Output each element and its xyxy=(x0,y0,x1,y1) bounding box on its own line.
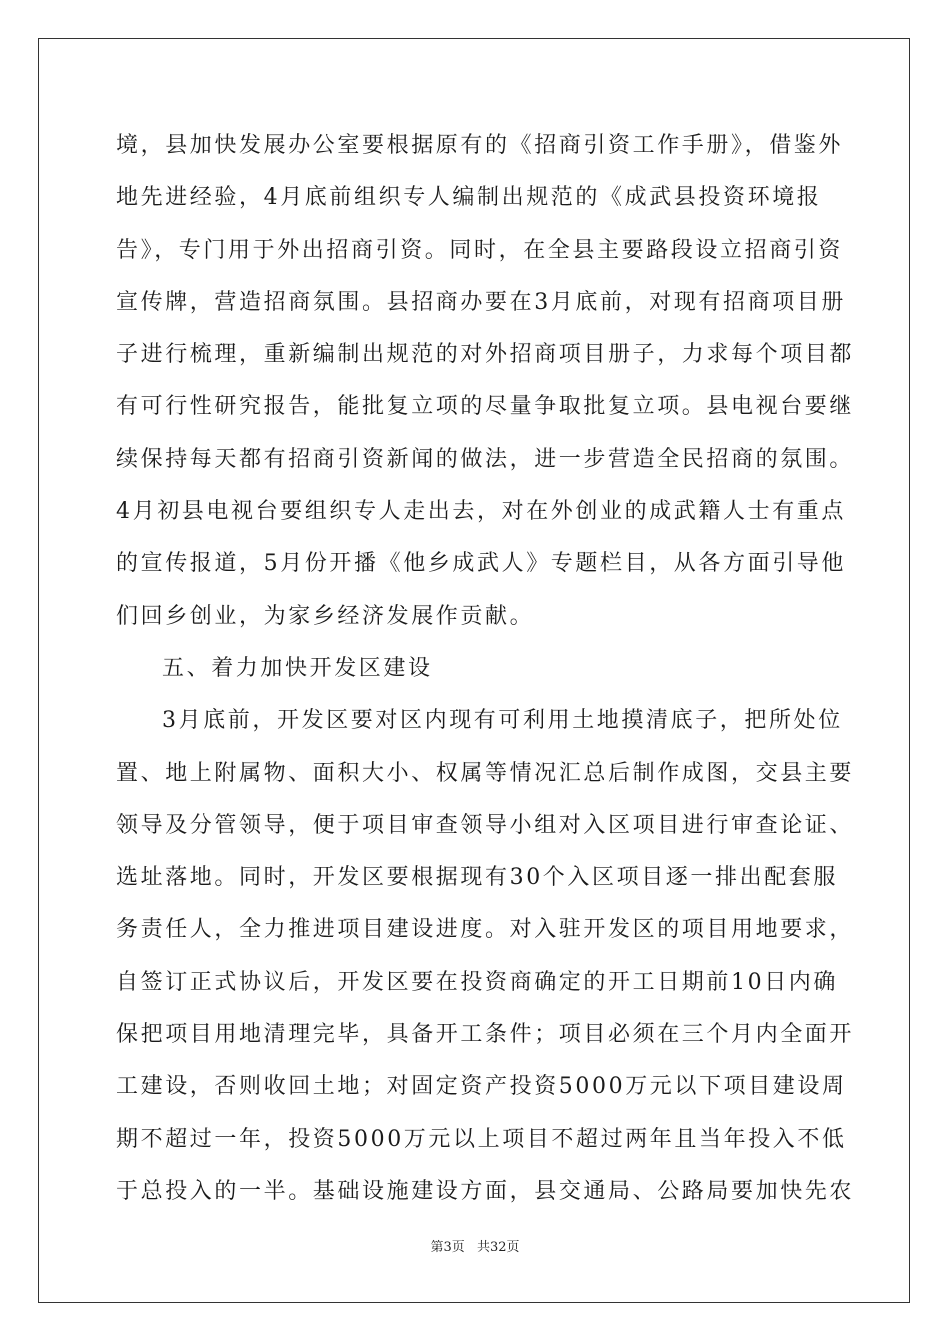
section-heading: 五、着力加快开发区建设 xyxy=(162,655,433,681)
text-line: 务责任人，全力推进项目建设进度。对入驻开发区的项目用地要求， xyxy=(116,917,855,943)
text-line: 选址落地。同时，开发区要根据现有30个入区项目逐一排出配套服 xyxy=(116,865,838,891)
text-line: 期不超过一年，投资5000万元以上项目不超过两年且当年投入不低 xyxy=(116,1126,847,1152)
text-line: 境，县加快发展办公室要根据原有的《招商引资工作手册》，借鉴外 xyxy=(116,133,844,158)
text-line: 续保持每天都有招商引资新闻的做法，进一步营造全民招商的氛围。 xyxy=(116,446,855,472)
text-line: 地先进经验，4月底前组织专人编制出规范的《成武县投资环境报 xyxy=(116,185,822,211)
page-footer xyxy=(0,1236,950,1255)
text-line: 领导及分管领导，便于项目审查领导小组对入区项目进行审查论证、 xyxy=(116,812,855,838)
text-line: 3月底前，开发区要对区内现有可利用土地摸清底子，把所处位 xyxy=(162,708,843,734)
text-line: 告》，专门用于外出招商引资。同时，在全县主要路段设立招商引资 xyxy=(116,237,844,263)
text-line: 子进行梳理，重新编制出规范的对外招商项目册子，力求每个项目都 xyxy=(116,342,855,368)
page-number-total: 共32页 xyxy=(476,1240,520,1255)
text-line: 们回乡创业，为家乡经济发展作贡献。 xyxy=(116,603,535,629)
text-line: 置、地上附属物、面积大小、权属等情况汇总后制作成图，交县主要 xyxy=(116,760,855,786)
text-line: 工建设，否则收回土地；对固定资产投资5000万元以下项目建设周 xyxy=(116,1074,847,1100)
text-line: 4月初县电视台要组织专人走出去，对在外创业的成武籍人士有重点 xyxy=(116,499,846,525)
text-line: 于总投入的一半。基础设施建设方面，县交通局、公路局要加快先农 xyxy=(116,1178,855,1204)
text-line: 宣传牌，营造招商氛围。县招商办要在3月底前，对现有招商项目册 xyxy=(116,289,846,315)
text-line: 自签订正式协议后，开发区要在投资商确定的开工日期前10日内确 xyxy=(116,969,838,995)
page-number-current: 第3页 xyxy=(430,1240,465,1255)
text-line: 有可行性研究报告，能批复立项的尽量争取批复立项。县电视台要继 xyxy=(116,394,855,420)
text-line: 保把项目用地清理完毕，具备开工条件；项目必须在三个月内全面开 xyxy=(116,1022,855,1048)
text-line: 的宣传报道，5月份开播《他乡成武人》专题栏目，从各方面引导他 xyxy=(116,551,846,577)
document-body xyxy=(116,120,856,1218)
